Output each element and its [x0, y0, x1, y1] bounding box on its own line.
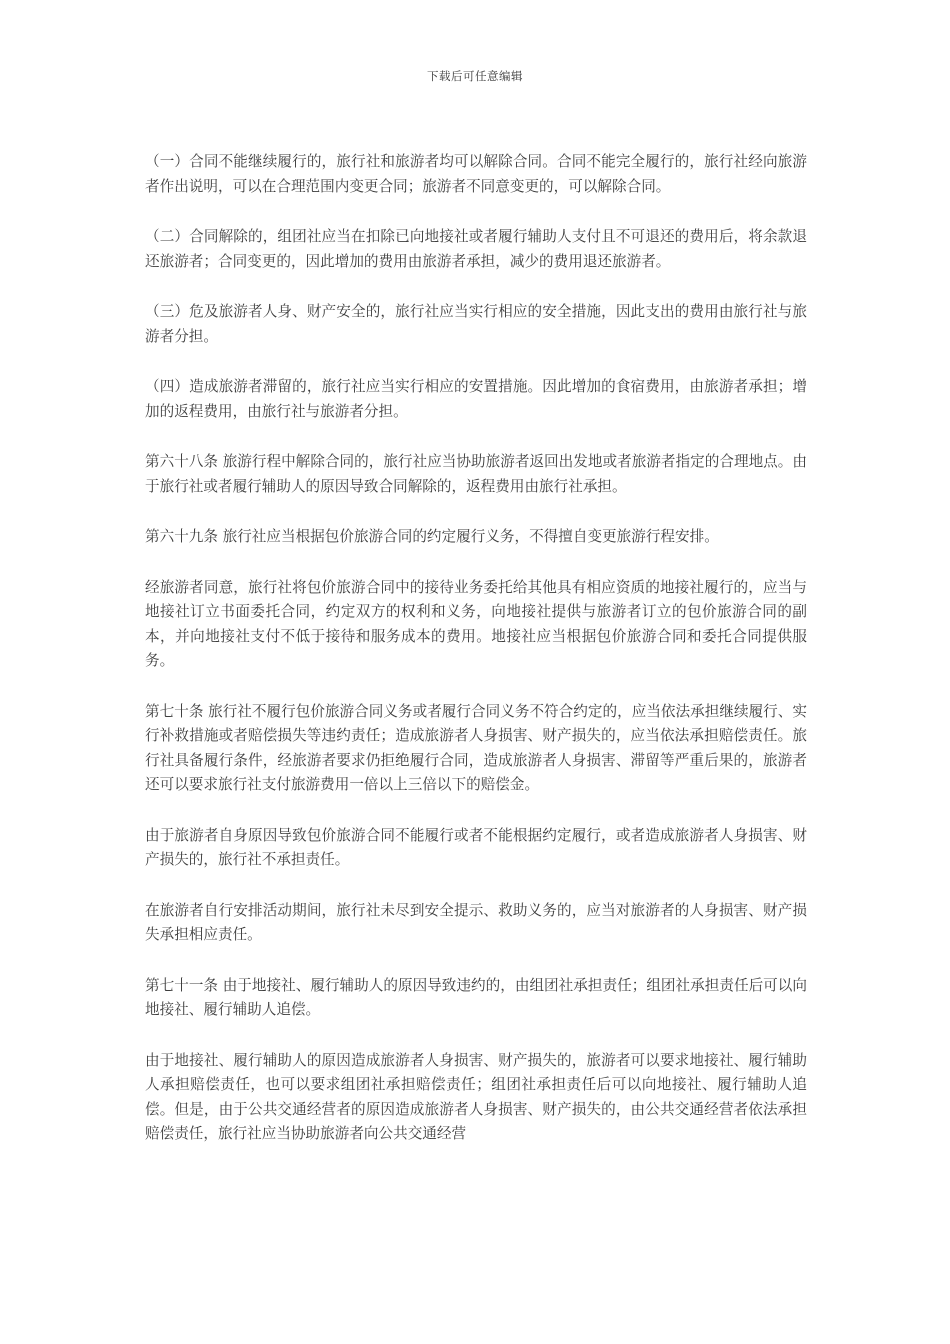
paragraph-1: （一）合同不能继续履行的，旅行社和旅游者均可以解除合同。合同不能完全履行的，旅行社经向旅游者作出说明，可以在合理范围内变更合同；旅游者不同意变更的，可以解除合同。: [145, 153, 807, 195]
paragraph-2: （二）合同解除的，组团社应当在扣除已向地接社或者履行辅助人支付且不可退还的费用后，将余款退还旅游者；合同变更的，因此增加的费用由旅游者承担，减少的费用退还旅游者。: [145, 228, 807, 270]
paragraph-3: （三）危及旅游者人身、财产安全的，旅行社应当实行相应的安全措施，因此支出的费用由旅行社与旅游者分担。: [145, 303, 807, 345]
article-70: 第七十条 旅行社不履行包价旅游合同义务或者履行合同义务不符合约定的，应当依法承担继续履行、实行补救措施或者赔偿损失等违约责任；造成旅游者人身损害、财产损失的，应当依法承担赔偿责任。旅行社具备履行条件，经旅游者要求仍拒绝履行合同，造成旅游者人身损害、滞留等严重后果的，旅游者还可以要求旅行社支付旅游费用一倍以上三倍以下的赔偿金。: [145, 702, 807, 793]
article-70-paragraph-2: 由于旅游者自身原因导致包价旅游合同不能履行或者不能根据约定履行，或者造成旅游者人身损害、财产损失的，旅行社不承担责任。: [145, 826, 807, 868]
article-70-paragraph-3: 在旅游者自行安排活动期间，旅行社未尽到安全提示、救助义务的，应当对旅游者的人身损害、财产损失承担相应责任。: [145, 901, 807, 943]
article-69: 第六十九条 旅行社应当根据包价旅游合同的约定履行义务，不得擅自变更旅游行程安排。: [145, 528, 719, 545]
article-71-paragraph-2: 由于地接社、履行辅助人的原因造成旅游者人身损害、财产损失的，旅游者可以要求地接社、履行辅助人承担赔偿责任，也可以要求组团社承担赔偿责任；组团社承担责任后可以向地接社、履行辅助人追偿。但是，由于公共交通经营者的原因造成旅游者人身损害、财产损失的，由公共交通经营者依法承担赔偿责任，旅行社应当协助旅游者向公共交通经营: [145, 1051, 807, 1142]
paragraph-4: （四）造成旅游者滞留的，旅行社应当实行相应的安置措施。因此增加的食宿费用，由旅游者承担；增加的返程费用，由旅行社与旅游者分担。: [145, 378, 807, 420]
article-69-paragraph-2: 经旅游者同意，旅行社将包价旅游合同中的接待业务委托给其他具有相应资质的地接社履行的，应当与地接社订立书面委托合同，约定双方的权利和义务，向地接社提供与旅游者订立的包价旅游合同的副本，并向地接社支付不低于接待和服务成本的费用。地接社应当根据包价旅游合同和委托合同提供服务。: [145, 578, 807, 669]
page-header: 下载后可任意编辑: [427, 69, 523, 83]
document-body: [145, 150, 807, 1147]
article-71: 第七十一条 由于地接社、履行辅助人的原因导致违约的，由组团社承担责任；组团社承担责任后可以向地接社、履行辅助人追偿。: [145, 976, 807, 1018]
article-68: 第六十八条 旅游行程中解除合同的，旅行社应当协助旅游者返回出发地或者旅游者指定的合理地点。由于旅行社或者履行辅助人的原因导致合同解除的，返程费用由旅行社承担。: [145, 453, 807, 495]
